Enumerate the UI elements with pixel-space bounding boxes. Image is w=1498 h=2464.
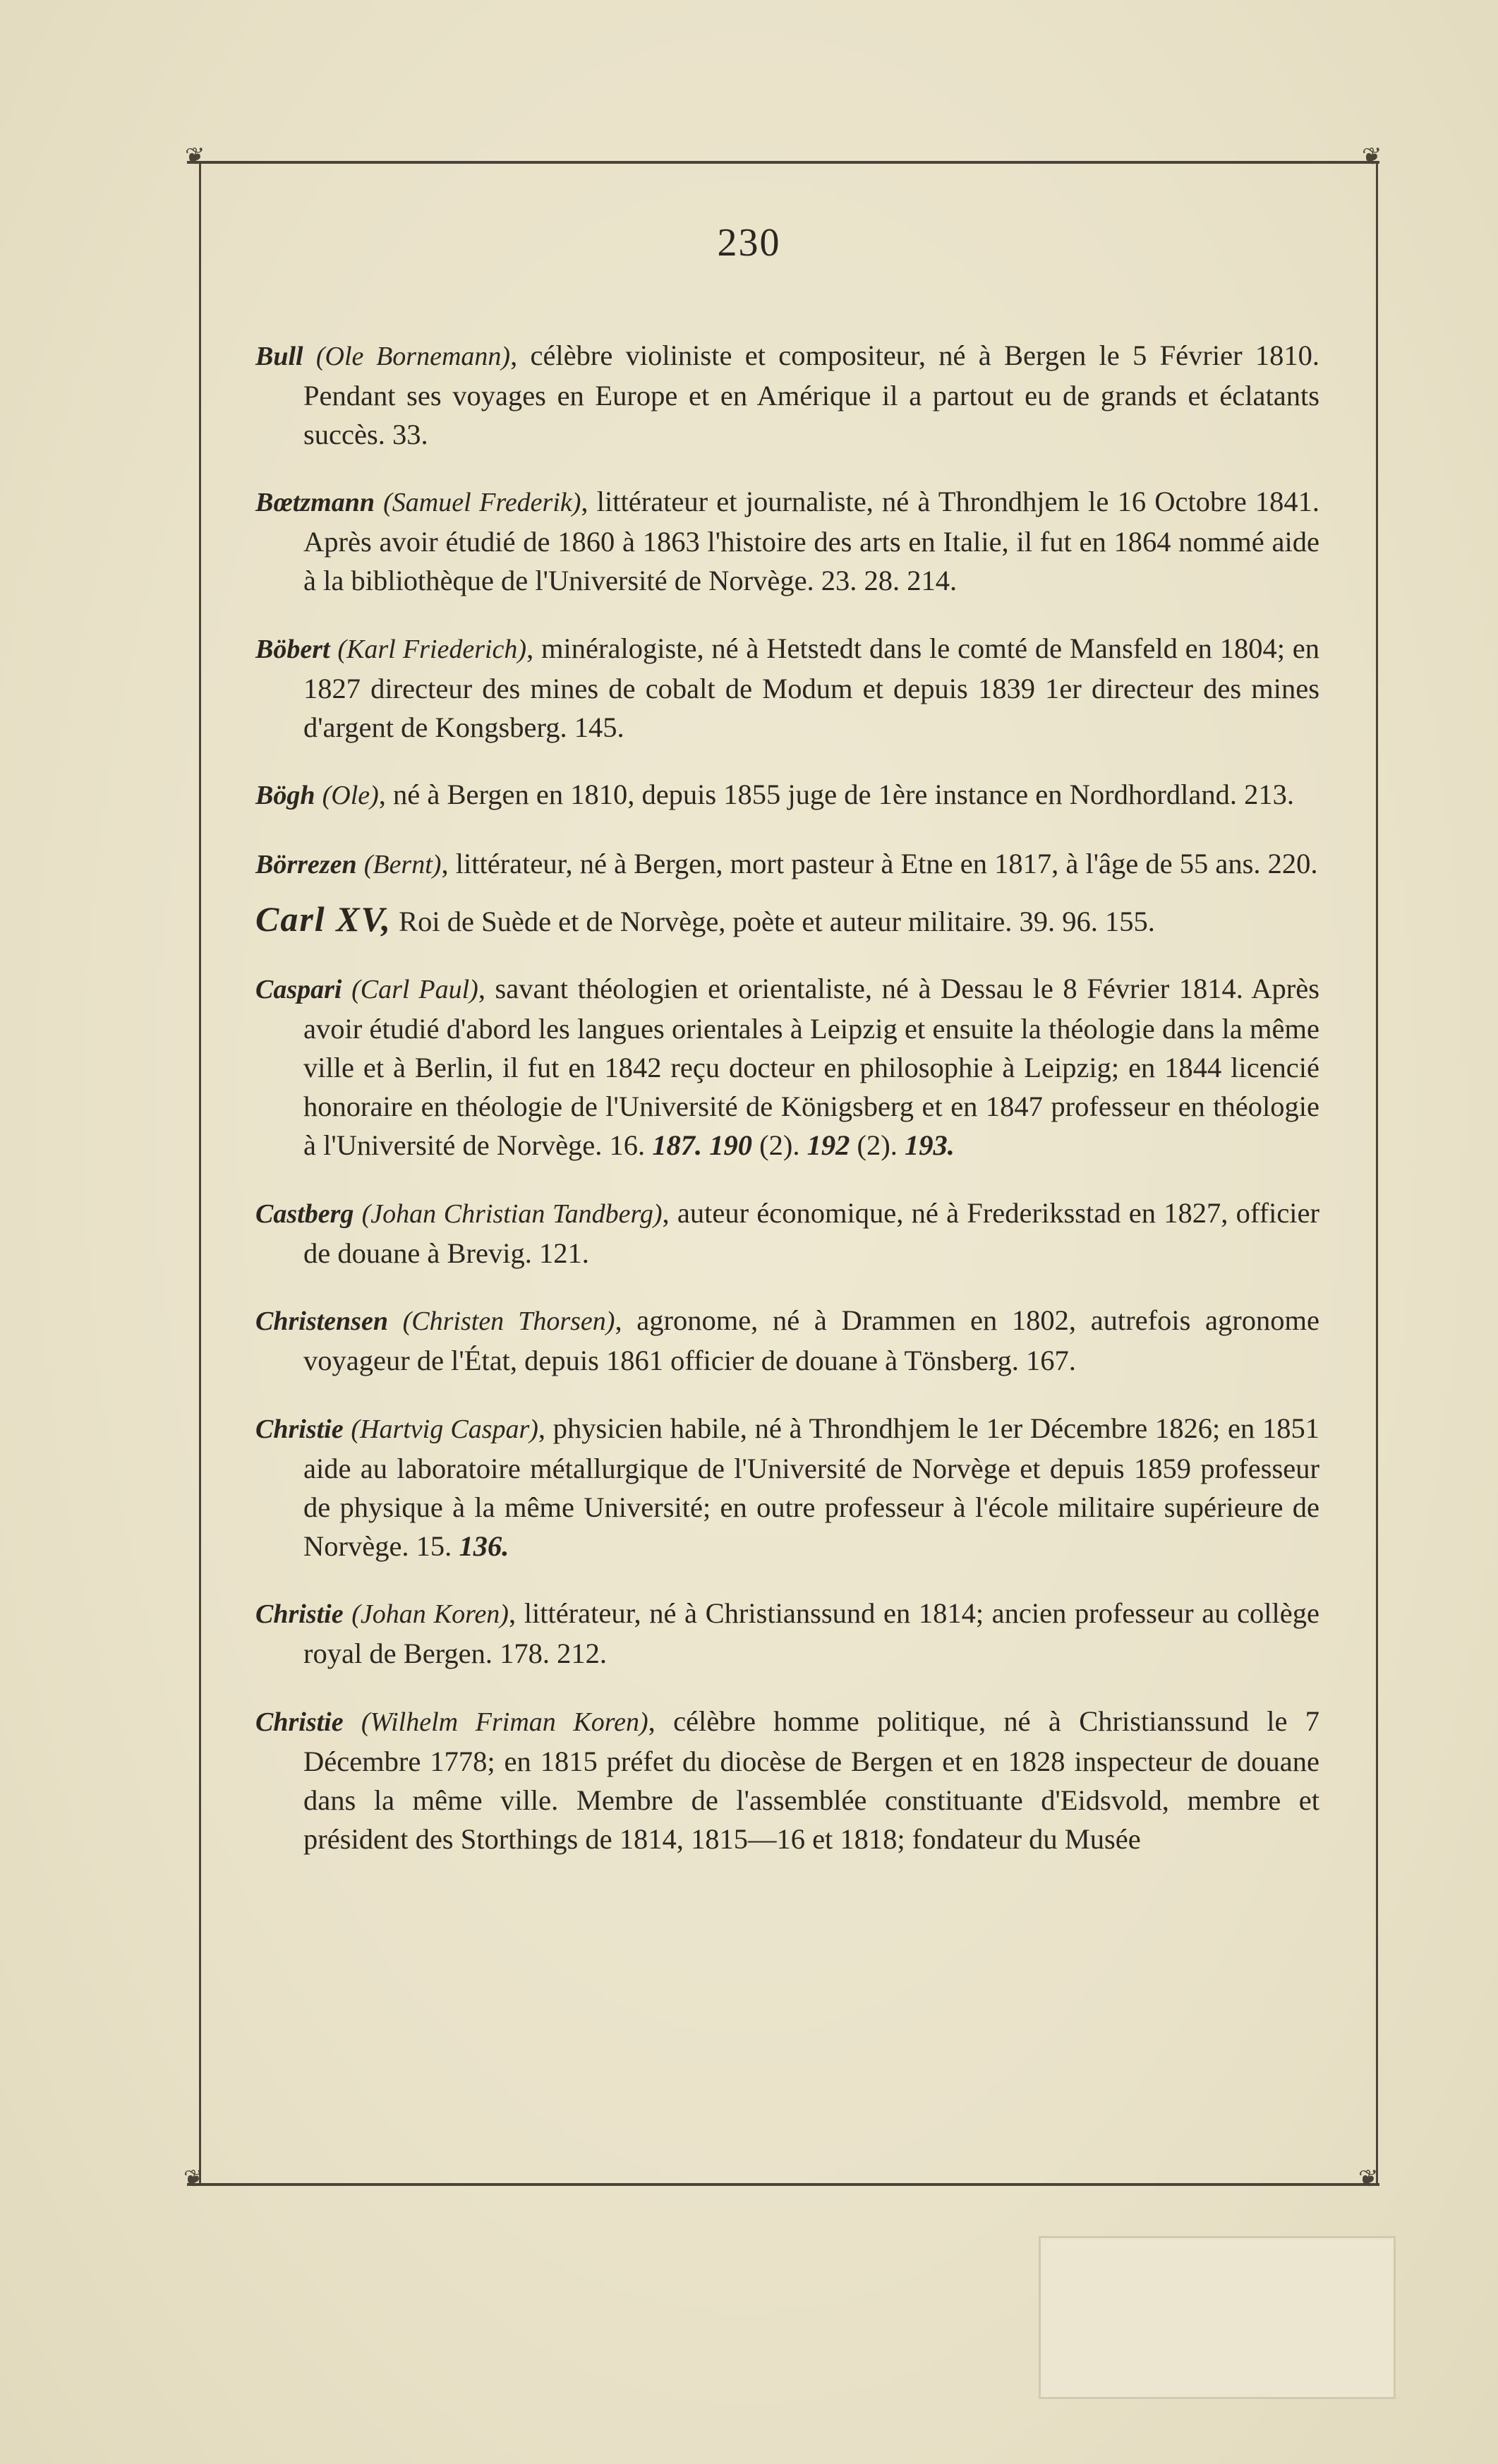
corner-ornament-icon: ❦ — [1358, 2165, 1379, 2193]
entry — [255, 336, 1319, 454]
entry-headword: Caspari — [255, 975, 342, 1004]
entry — [255, 900, 1319, 941]
entry-given-name: (Bernt) — [363, 849, 442, 879]
entry-given-name: (Johan Koren) — [351, 1599, 509, 1629]
entry-headword: Börrezen — [255, 849, 357, 879]
entry-text: , physicien habile, né à Throndhjem le 1er Décembre 1826; en 1851 aide au laboratoire métallurgique de l'Université de Norvège et depuis 1859 professeur de physique à la même Université; en outre professeur à l'école militaire supérieure de Norvège. 15. — [303, 1412, 1319, 1562]
entry-given-name: (Hartvig Caspar) — [351, 1414, 538, 1444]
entry-given-name: (Carl Paul) — [351, 975, 478, 1004]
entry-bold-refs: 192 — [807, 1129, 850, 1161]
library-stamp-box — [1039, 2236, 1396, 2399]
frame-right-rule — [1376, 161, 1378, 2183]
frame-top-rule — [187, 161, 1379, 164]
entry-tail: (2). — [752, 1129, 807, 1161]
entry-text: , célèbre homme politique, né à Christianssund le 7 Décembre 1778; en 1815 préfet du diocèse de Bergen et en 1828 inspecteur de douane dans la même ville. Membre de l'assemblée constituante d'Eidsvold, membre et président des Storthings de 1814, 1815—16 et 1818; fondateur du Musée — [303, 1705, 1320, 1855]
corner-ornament-icon: ❦ — [1362, 143, 1382, 171]
frame-left-rule — [199, 161, 201, 2183]
entry-headword: Christie — [255, 1414, 344, 1444]
entry-text: , littérateur, né à Bergen, mort pasteur à Etne en 1817, à l'âge de 55 ans. 220. — [441, 847, 1318, 879]
entry-headword: Castberg — [255, 1198, 354, 1229]
entry-text: Roi de Suède et de Norvège, poète et auteur militaire. 39. 96. 155. — [391, 905, 1155, 937]
entry-headword: Christie — [255, 1707, 344, 1737]
entry-text: , célèbre violiniste et compositeur, né à Bergen le 5 Février 1810. Pendant ses voyages en Europe et en Amérique il a partout eu de grands et éclatants succès. 33. — [303, 339, 1319, 450]
entry-headword: Carl XV, — [255, 899, 392, 939]
entry-list — [255, 307, 1319, 1870]
entry-text: , auteur économique, né à Frederiksstad en 1827, officier de douane à Brevig. 121. — [303, 1196, 1320, 1269]
entry-headword: Christie — [255, 1599, 344, 1629]
entry-text: , savant théologien et orientaliste, né à Dessau le 8 Février 1814. Après avoir étudié d'abord les langues orientales à Leipzig et ensuite la théologie dans la même ville et à Berlin, il fut en 1842 reçu docteur en philosophie à Leipzig; en 1844 licencié honoraire en théologie de l'Université de Königsberg et en 1847 professeur en théologie à l'Université de Norvège. 16. — [303, 973, 1319, 1161]
entry-text: , littérateur, né à Christianssund en 1814; ancien professeur au collège royal de Bergen. 178. 212. — [303, 1597, 1320, 1669]
entry-tail: (2). — [850, 1129, 905, 1161]
entry-text: , agronome, né à Drammen en 1802, autrefois agronome voyageur de l'État, depuis 1861 officier de douane à Tönsberg. 167. — [303, 1304, 1319, 1376]
entry-given-name: (Samuel Frederik) — [383, 488, 581, 517]
entry-text: , littérateur et journaliste, né à Throndhjem le 16 Octobre 1841. Après avoir étudié de 1860 à 1863 l'histoire des arts en Italie, il fut en 1864 nommé aide à la bibliothèque de l'Université de Norvège. 23. 28. 214. — [303, 486, 1319, 596]
entry — [255, 1594, 1319, 1673]
entry — [255, 775, 1319, 815]
entry-given-name: (Ole Bornemann) — [315, 341, 511, 371]
entry — [255, 1409, 1319, 1565]
entry-bold-refs: 187. 190 — [645, 1129, 753, 1161]
entry — [255, 1301, 1319, 1380]
entry-headword: Christensen — [255, 1306, 388, 1336]
entry-given-name: (Christen Thorsen) — [402, 1306, 615, 1336]
entry-headword: Bœtzmann — [255, 488, 375, 517]
entry — [255, 969, 1319, 1165]
entry-given-name: (Johan Christian Tandberg) — [361, 1198, 663, 1229]
entry — [255, 1194, 1319, 1273]
corner-ornament-icon: ❦ — [185, 143, 205, 171]
page-number: 230 — [717, 221, 781, 265]
entry-bold-refs: 136. — [452, 1530, 509, 1562]
corner-ornament-icon: ❦ — [183, 2165, 204, 2193]
entry-headword: Bull — [255, 341, 303, 371]
entry-text: , né à Bergen en 1810, depuis 1855 juge de 1ère instance en Nordhordland. 213. — [378, 779, 1294, 810]
entry-bold-refs: 193. — [905, 1129, 955, 1161]
entry-given-name: (Wilhelm Friman Koren) — [361, 1707, 648, 1737]
entry — [255, 482, 1319, 600]
entry-headword: Bögh — [255, 781, 315, 810]
entry-given-name: (Karl Friederich) — [337, 634, 527, 664]
entry-text: , minéralogiste, né à Hetstedt dans le comté de Mansfeld en 1804; en 1827 directeur des mines de cobalt de Modum et depuis 1839 1er directeur des mines d'argent de Kongsberg. 145. — [303, 632, 1319, 743]
entry — [255, 629, 1319, 747]
frame-bottom-rule — [187, 2183, 1379, 2186]
entry-given-name: (Ole) — [322, 781, 379, 810]
entry — [255, 844, 1319, 884]
entry — [255, 1702, 1319, 1858]
entry-headword: Böbert — [255, 634, 330, 664]
